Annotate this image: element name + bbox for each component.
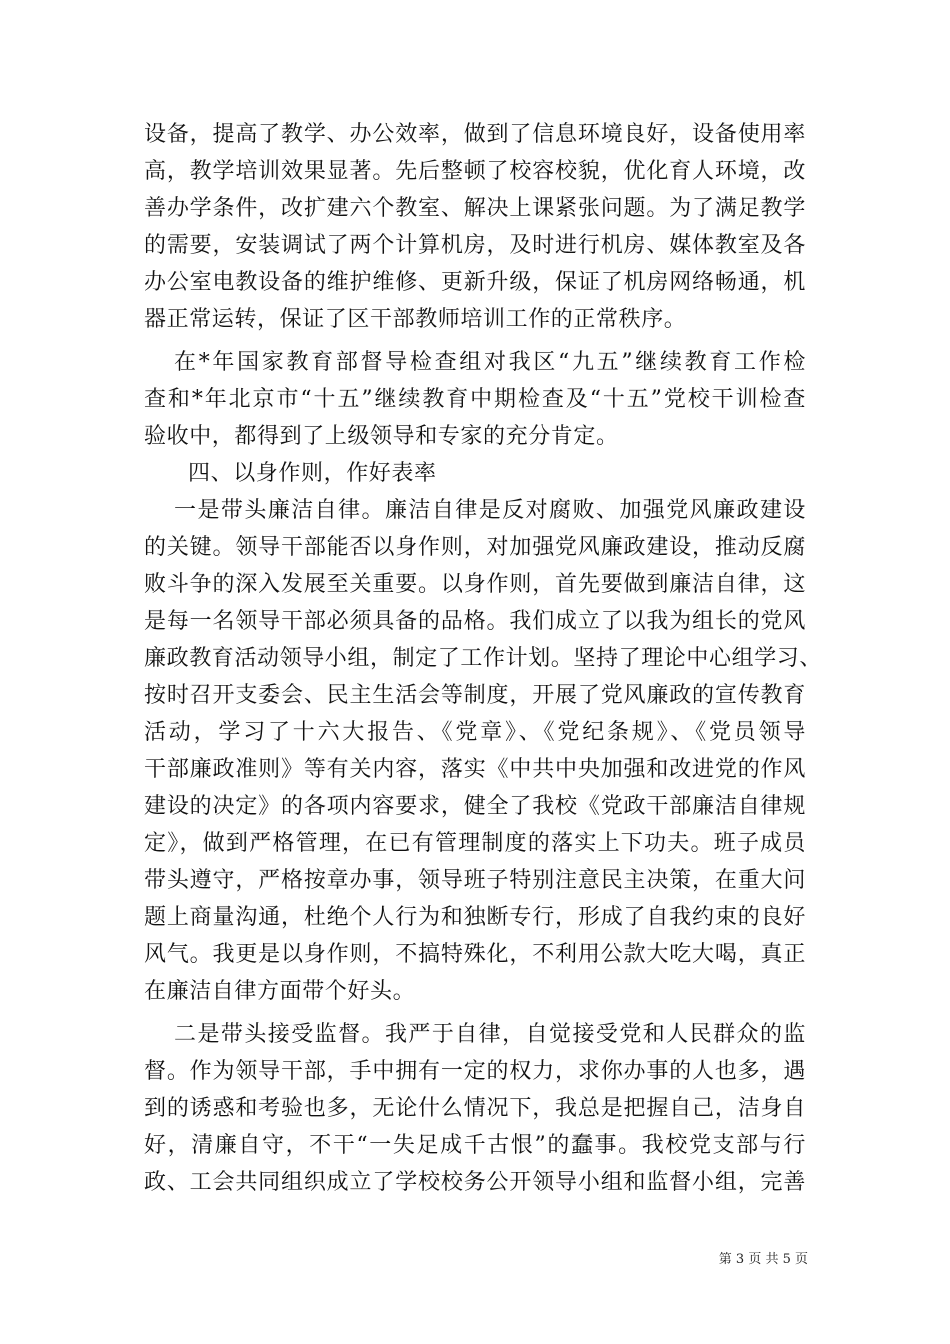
document-body [144, 116, 823, 1201]
paragraph-3 [144, 492, 823, 1010]
text-line: 在廉洁自律方面带个好头。 [144, 979, 416, 1004]
text-line: 定》，做到严格管理，在已有管理制度的落实上下功夫。班子成员 [144, 831, 806, 856]
text-line: 在*年国家教育部督导检查组对我区“九五”继续教育工作检 [174, 350, 806, 375]
text-line: 办公室电教设备的维护维修、更新升级，保证了机房网络畅通，机 [144, 270, 806, 295]
text-line: 活动，学习了十六大报告、《党章》、《党纪条规》、《党员领导 [144, 720, 806, 745]
text-line: 善办学条件，改扩建六个教室、解决上课紧张问题。为了满足教学 [144, 196, 806, 221]
text-line: 好，清廉自守，不干“一失足成千古恨”的蠢事。我校党支部与行 [144, 1133, 806, 1158]
text-line: 带头遵守，严格按章办事，领导班子特别注意民主决策，在重大问 [144, 868, 806, 893]
text-line: 到的诱惑和考验也多，无论什么情况下，我总是把握自己，洁身自 [144, 1096, 806, 1121]
text-line: 器正常运转，保证了区干部教师培训工作的正常秩序。 [144, 307, 687, 332]
text-line: 是每一名领导干部必须具备的品格。我们成立了以我为组长的党风 [144, 609, 806, 634]
text-line: 高，教学培训效果显著。先后整顿了校容校貌，优化育人环境，改 [144, 159, 806, 184]
text-line: 查和*年北京市“十五”继续教育中期检查及“十五”党校干训检查 [144, 387, 806, 412]
text-line: 督。作为领导干部，手中拥有一定的权力，求你办事的人也多，遇 [144, 1059, 806, 1084]
text-line: 廉政教育活动领导小组，制定了工作计划。坚持了理论中心组学习、 [144, 646, 823, 671]
text-line: 风气。我更是以身作则，不搞特殊化，不利用公款大吃大喝，真正 [144, 942, 806, 967]
text-line: 的关键。领导干部能否以身作则，对加强党风廉政建设，推动反腐 [144, 535, 806, 560]
page-indicator: 第 3 页 共 5 页 [718, 1252, 808, 1267]
text-line: 设备，提高了教学、办公效率，做到了信息环境良好，设备使用率 [144, 122, 806, 147]
text-line: 的需要，安装调试了两个计算机房，及时进行机房、媒体教室及各 [144, 233, 806, 258]
text-line: 政、工会共同组织成立了学校校务公开领导小组和监督小组，完善 [144, 1170, 806, 1195]
paragraph-1 [144, 116, 806, 338]
section-heading [144, 455, 806, 492]
text-line: 败斗争的深入发展至关重要。以身作则，首先要做到廉洁自律，这 [144, 572, 806, 597]
paragraph-2 [144, 344, 806, 455]
text-line: 建设的决定》的各项内容要求，健全了我校《党政干部廉洁自律规 [144, 794, 806, 819]
text-line: 干部廉政准则》等有关内容，落实《中共中央加强和改进党的作风 [144, 757, 806, 782]
section-heading-text: 四、以身作则，作好表率 [188, 461, 437, 486]
text-line: 验收中，都得到了上级领导和专家的充分肯定。 [144, 424, 619, 449]
text-line: 题上商量沟通，杜绝个人行为和独断专行，形成了自我约束的良好 [144, 905, 806, 930]
paragraph-4 [144, 1016, 806, 1201]
text-line: 二是带头接受监督。我严于自律，自觉接受党和人民群众的监 [174, 1022, 806, 1047]
text-line: 按时召开支委会、民主生活会等制度，开展了党风廉政的宣传教育 [144, 683, 806, 708]
text-line: 一是带头廉洁自律。廉洁自律是反对腐败、加强党风廉政建设 [174, 498, 806, 523]
